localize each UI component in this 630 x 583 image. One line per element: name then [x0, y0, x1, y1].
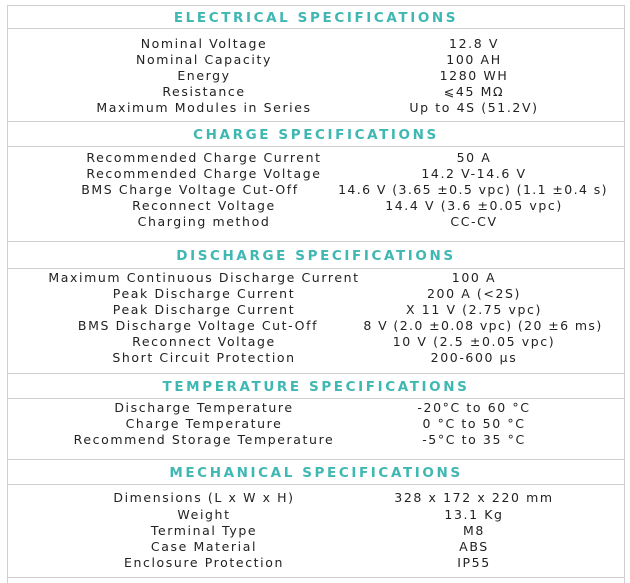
spec-row — [8, 150, 624, 166]
spec-value: Up to 4S (51.2V) — [409, 100, 539, 115]
section-header-electrical: ELECTRICAL SPECIFICATIONS — [8, 5, 624, 29]
section-header-temperature: TEMPERATURE SPECIFICATIONS — [8, 373, 624, 399]
spec-label: Charging method — [137, 214, 271, 229]
spec-row — [8, 270, 624, 286]
spec-row — [8, 286, 624, 302]
spec-row — [8, 539, 624, 555]
spec-label: Recommend Storage Temperature — [73, 432, 335, 447]
spec-label: Maximum Modules in Series — [96, 100, 312, 115]
spec-row — [8, 432, 624, 448]
spec-row — [8, 416, 624, 432]
spec-label: Dimensions (L x W x H) — [113, 490, 295, 505]
spec-value: ⩽45 MΩ — [443, 84, 505, 99]
spec-row — [8, 182, 624, 198]
spec-value: 14.4 V (3.6 ±0.05 vpc) — [385, 198, 563, 213]
spec-label: Reconnect Voltage — [132, 334, 276, 349]
spec-label: Recommended Charge Current — [86, 150, 322, 165]
spec-row — [8, 334, 624, 350]
spec-row — [8, 350, 624, 366]
spec-value: 8 V (2.0 ±0.08 vpc) (20 ±6 ms) — [363, 318, 603, 333]
spec-value: 50 A — [456, 150, 492, 165]
spec-value: 10 V (2.5 ±0.05 vpc) — [392, 334, 556, 349]
spec-value: 14.2 V-14.6 V — [421, 166, 527, 181]
section-header-mechanical: MECHANICAL SPECIFICATIONS — [8, 459, 624, 485]
spec-value: 12.8 V — [449, 36, 499, 51]
spec-row — [8, 302, 624, 318]
spec-row — [8, 52, 624, 68]
spec-label: Peak Discharge Current — [112, 302, 296, 317]
spec-value: IP55 — [457, 555, 491, 570]
spec-label: Nominal Voltage — [140, 36, 268, 51]
spec-label: Resistance — [162, 84, 246, 99]
spec-row — [8, 523, 624, 539]
spec-value: M8 — [463, 523, 485, 538]
spec-row — [8, 100, 624, 116]
spec-label: Weight — [177, 507, 231, 522]
spec-label: Recommended Charge Voltage — [86, 166, 322, 181]
spec-label: Enclosure Protection — [123, 555, 285, 570]
spec-value: CC-CV — [450, 214, 498, 229]
spec-row — [8, 36, 624, 52]
bottom-divider — [8, 577, 624, 578]
spec-row — [8, 68, 624, 84]
spec-label: Energy — [177, 68, 231, 83]
spec-value: -5°C to 35 °C — [422, 432, 526, 447]
spec-label: Charge Temperature — [125, 416, 283, 431]
spec-row — [8, 507, 624, 523]
spec-row — [8, 166, 624, 182]
spec-value: 200-600 µs — [430, 350, 518, 365]
spec-label: Nominal Capacity — [136, 52, 272, 67]
spec-row — [8, 400, 624, 416]
spec-row — [8, 84, 624, 100]
spec-row — [8, 555, 624, 571]
section-header-discharge: DISCHARGE SPECIFICATIONS — [8, 241, 624, 269]
spec-value: 100 A — [451, 270, 497, 285]
spec-row — [8, 318, 624, 334]
spec-label: Reconnect Voltage — [132, 198, 276, 213]
spec-value: 200 A (<2S) — [426, 286, 522, 301]
spec-label: Terminal Type — [150, 523, 258, 538]
spec-value: 328 x 172 x 220 mm — [394, 490, 554, 505]
spec-value: X 11 V (2.75 vpc) — [406, 302, 542, 317]
spec-row — [8, 490, 624, 506]
spec-label: Peak Discharge Current — [112, 286, 296, 301]
spec-value: 1280 WH — [439, 68, 509, 83]
spec-value: ABS — [459, 539, 489, 554]
spec-value: 100 AH — [446, 52, 502, 67]
spec-label: Case Material — [150, 539, 258, 554]
spec-label: BMS Discharge Voltage Cut-Off — [77, 318, 319, 333]
spec-value: 0 °C to 50 °C — [422, 416, 526, 431]
section-header-charge: CHARGE SPECIFICATIONS — [8, 121, 624, 147]
spec-row — [8, 214, 624, 230]
spec-label: Maximum Continuous Discharge Current — [48, 270, 360, 285]
spec-label: Discharge Temperature — [114, 400, 294, 415]
spec-label: Short Circuit Protection — [112, 350, 296, 365]
spec-row — [8, 198, 624, 214]
spec-value: -20°C to 60 °C — [417, 400, 531, 415]
spec-value: 14.6 V (3.65 ±0.5 vpc) (1.1 ±0.4 s) — [338, 182, 608, 197]
spec-sheet — [7, 5, 625, 583]
spec-value: 13.1 Kg — [444, 507, 504, 522]
spec-label: BMS Charge Voltage Cut-Off — [81, 182, 299, 197]
